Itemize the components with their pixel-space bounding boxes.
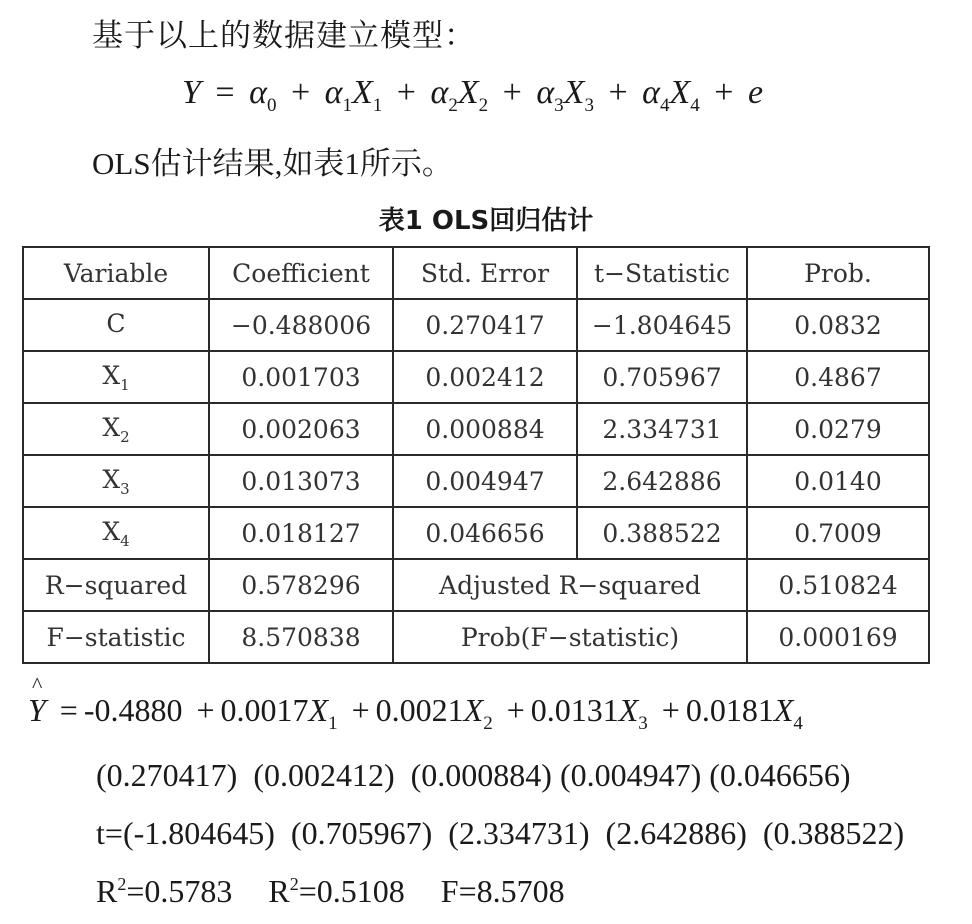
plus-sign: + — [608, 74, 628, 111]
model-term-0: $\alpha_0$ — [249, 74, 277, 116]
variable-cell: $X_1$ — [23, 351, 209, 403]
ols-sentence: OLS估计结果,如表1所示。 — [92, 146, 453, 181]
stat-label: Prob(F−statistic) — [393, 611, 747, 663]
stat-label: R−squared — [23, 559, 209, 611]
std-error-cell: 0.270417 — [393, 299, 577, 351]
std-errors-line: (0.270417) (0.002412) (0.000884) (0.004947) (0.046656) — [96, 757, 851, 793]
coefficient-cell: 0.018127 — [209, 507, 393, 559]
variable-cell: $X_3$ — [23, 455, 209, 507]
stats-row — [23, 611, 929, 663]
std-error-cell: 0.004947 — [393, 455, 577, 507]
coefficient-cell: −0.488006 — [209, 299, 393, 351]
std-error-cell: 0.046656 — [393, 507, 577, 559]
plus-sign: + — [502, 74, 522, 111]
prob-cell: 0.0140 — [747, 455, 929, 507]
coefficient-cell: 0.002063 — [209, 403, 393, 455]
t-statistics-line: t=(-1.804645) (0.705967) (2.334731) (2.642886) (0.388522) — [96, 815, 905, 851]
prob-cell: 0.4867 — [747, 351, 929, 403]
adjusted-r-squared-stat: $R^2=0.5108$ — [268, 873, 405, 909]
prob-cell: 0.7009 — [747, 507, 929, 559]
model-term-4: $\alpha_4X_4$ — [642, 74, 700, 116]
table-row — [23, 403, 929, 455]
plus-sign: + — [396, 74, 416, 111]
regression-table — [22, 246, 930, 664]
table-row — [23, 507, 929, 559]
model-term-3: $\alpha_3X_3$ — [536, 74, 594, 116]
header-cell: Prob. — [747, 247, 929, 299]
equals-sign: = — [59, 692, 78, 728]
model-term-2: $\alpha_2X_2$ — [430, 74, 489, 116]
t-statistic-cell: 2.334731 — [577, 403, 747, 455]
plus-sign: + — [661, 692, 680, 728]
stat-value: 8.570838 — [209, 611, 393, 663]
stat-label: Adjusted R−squared — [393, 559, 747, 611]
f-stat: F=8.5708 — [440, 873, 565, 909]
plus-sign: + — [290, 74, 311, 111]
std-error-cell: 0.002412 — [393, 351, 577, 403]
model-error-term: e — [747, 74, 764, 111]
plus-sign: + — [506, 692, 525, 728]
model-equation — [182, 74, 763, 117]
summary-stats-line — [96, 873, 565, 910]
variable-cell: C — [23, 299, 209, 351]
t-statistic-cell: 0.388522 — [577, 507, 747, 559]
t-statistic-cell: −1.804645 — [577, 299, 747, 351]
fitted-term-1: $0.0017X_1$ — [220, 692, 338, 734]
coefficient-cell: 0.001703 — [209, 351, 393, 403]
std-error-cell: 0.000884 — [393, 403, 577, 455]
fitted-term-2: $0.0021X_2$ — [375, 692, 493, 734]
r-squared-stat: $R^2=0.5783$ — [96, 873, 233, 909]
fitted-term-3: $0.0131X_3$ — [530, 692, 648, 734]
table-caption: 表1 OLS回归估计 — [378, 206, 594, 236]
t-statistic-cell: 0.705967 — [577, 351, 747, 403]
fitted-equation — [28, 692, 803, 735]
stat-label: F−statistic — [23, 611, 209, 663]
table-header-row — [23, 247, 929, 299]
stats-row — [23, 559, 929, 611]
y-hat-symbol: ^ Y — [28, 692, 46, 729]
stat-value: 0.578296 — [209, 559, 393, 611]
plus-sign: + — [196, 692, 215, 728]
variable-cell: $X_4$ — [23, 507, 209, 559]
prob-cell: 0.0279 — [747, 403, 929, 455]
plus-sign: + — [351, 692, 370, 728]
stat-value: 0.000169 — [747, 611, 929, 663]
table-row — [23, 351, 929, 403]
header-cell: Variable — [23, 247, 209, 299]
header-cell: Std. Error — [393, 247, 577, 299]
plus-sign: + — [714, 74, 734, 111]
table-row — [23, 299, 929, 351]
header-cell: Coefficient — [209, 247, 393, 299]
coefficient-cell: 0.013073 — [209, 455, 393, 507]
equals-sign: = — [215, 74, 235, 111]
intro-text: 基于以上的数据建立模型： — [92, 18, 476, 53]
table-row — [23, 455, 929, 507]
model-lhs: Y — [182, 74, 201, 111]
prob-cell: 0.0832 — [747, 299, 929, 351]
header-cell: t−Statistic — [577, 247, 747, 299]
fitted-term-4: $0.0181X_4$ — [685, 692, 803, 734]
t-statistic-cell: 2.642886 — [577, 455, 747, 507]
intercept-value: -0.4880 — [83, 692, 183, 728]
stat-value: 0.510824 — [747, 559, 929, 611]
model-term-1: $\alpha_1X_1$ — [324, 74, 383, 116]
variable-cell: $X_2$ — [23, 403, 209, 455]
